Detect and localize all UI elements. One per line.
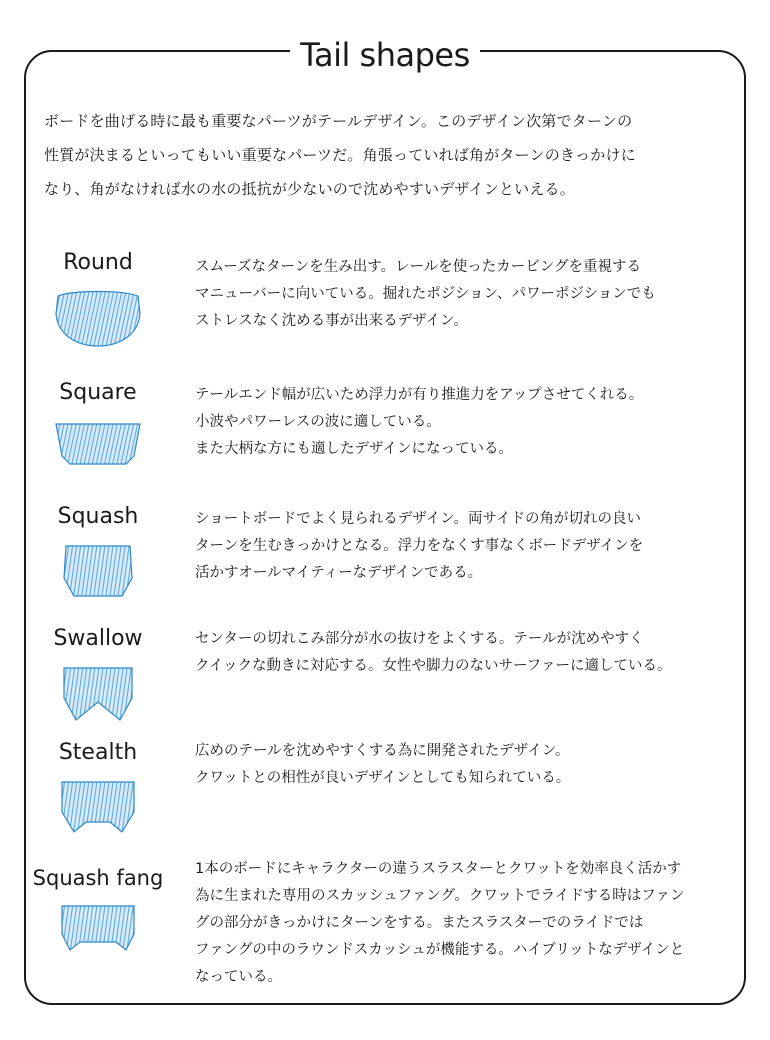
square-tail-icon	[52, 418, 144, 470]
description-line: 小波やパワーレスの波に適している。	[195, 414, 441, 430]
shape-name: Squash fang	[32, 866, 164, 890]
squash-fang-tail-icon	[56, 902, 140, 956]
description-line: ファングの中のラウンドスカッシュが機能する。ハイブリットなデザインと	[195, 942, 685, 958]
description-line: 広めのテールを沈めやすくする為に開発されたデザイン。	[195, 743, 570, 759]
swallow-tail-icon	[58, 664, 138, 724]
page-title: Tail shapes	[290, 30, 480, 80]
description-line: クイックな動きに対応する。女性や脚力のないサーファーに適している。	[195, 658, 672, 674]
shape-name: Swallow	[53, 626, 143, 651]
squash-tail-icon	[60, 542, 136, 602]
intro-line: ボードを曲げる時に最も重要なパーツがテールデザイン。このデザイン次第でターンの	[44, 112, 633, 130]
description-line: なっている。	[195, 969, 282, 985]
shape-name: Squash	[57, 504, 139, 529]
description-line: 活かすオールマイティーなデザインである。	[195, 565, 483, 581]
shape-name: Stealth	[58, 740, 138, 765]
description-line: ターンを生むきっかけとなる。浮力をなくす事なくボードデザインを	[195, 538, 644, 554]
shape-description	[195, 254, 735, 335]
description-line: ストレスなく沈める事が出来るデザイン。	[195, 313, 468, 329]
description-line: テールエンド幅が広いため浮力が有り推進力をアップさせてくれる。	[195, 387, 644, 403]
description-line: また大柄な方にも適したデザインになっている。	[195, 441, 513, 457]
shape-name: Square	[59, 380, 137, 405]
shape-description	[195, 506, 735, 587]
intro-line: 性質が決まるといってもいい重要なパーツだ。角張っていれば角がターンのきっかけに	[44, 146, 636, 164]
intro-line: なり、角がなければ水の水の抵抗が少ないので沈めやすいデザインといえる。	[44, 180, 575, 198]
description-line: ショートボードでよく見られるデザイン。両サイドの角が切れの良い	[195, 511, 642, 527]
stealth-tail-icon	[56, 778, 140, 836]
description-line: グの部分がきっかけにターンをする。またスラスターでのライドでは	[195, 915, 644, 931]
shape-name: Round	[63, 250, 133, 275]
shape-description	[195, 738, 735, 792]
description-line: マニューバーに向いている。掘れたポジション、パワーポジションでも	[195, 286, 656, 302]
round-tail-icon	[52, 288, 144, 350]
description-line: 1本のボードにキャラクターの違うスラスターとクワットを効率良く活かす	[195, 861, 682, 877]
shape-description	[195, 382, 735, 463]
shape-description	[195, 626, 735, 680]
shape-description	[195, 856, 755, 991]
description-line: 為に生まれた専用のスカッシュファング。クワットでライドする時はファン	[195, 888, 685, 904]
description-line: スムーズなターンを生み出す。レールを使ったカービングを重視する	[195, 259, 642, 275]
description-line: クワットとの相性が良いデザインとしても知られている。	[195, 770, 571, 786]
intro-paragraph	[44, 104, 734, 206]
description-line: センターの切れこみ部分が水の抜けをよくする。テールが沈めやすく	[195, 631, 644, 647]
